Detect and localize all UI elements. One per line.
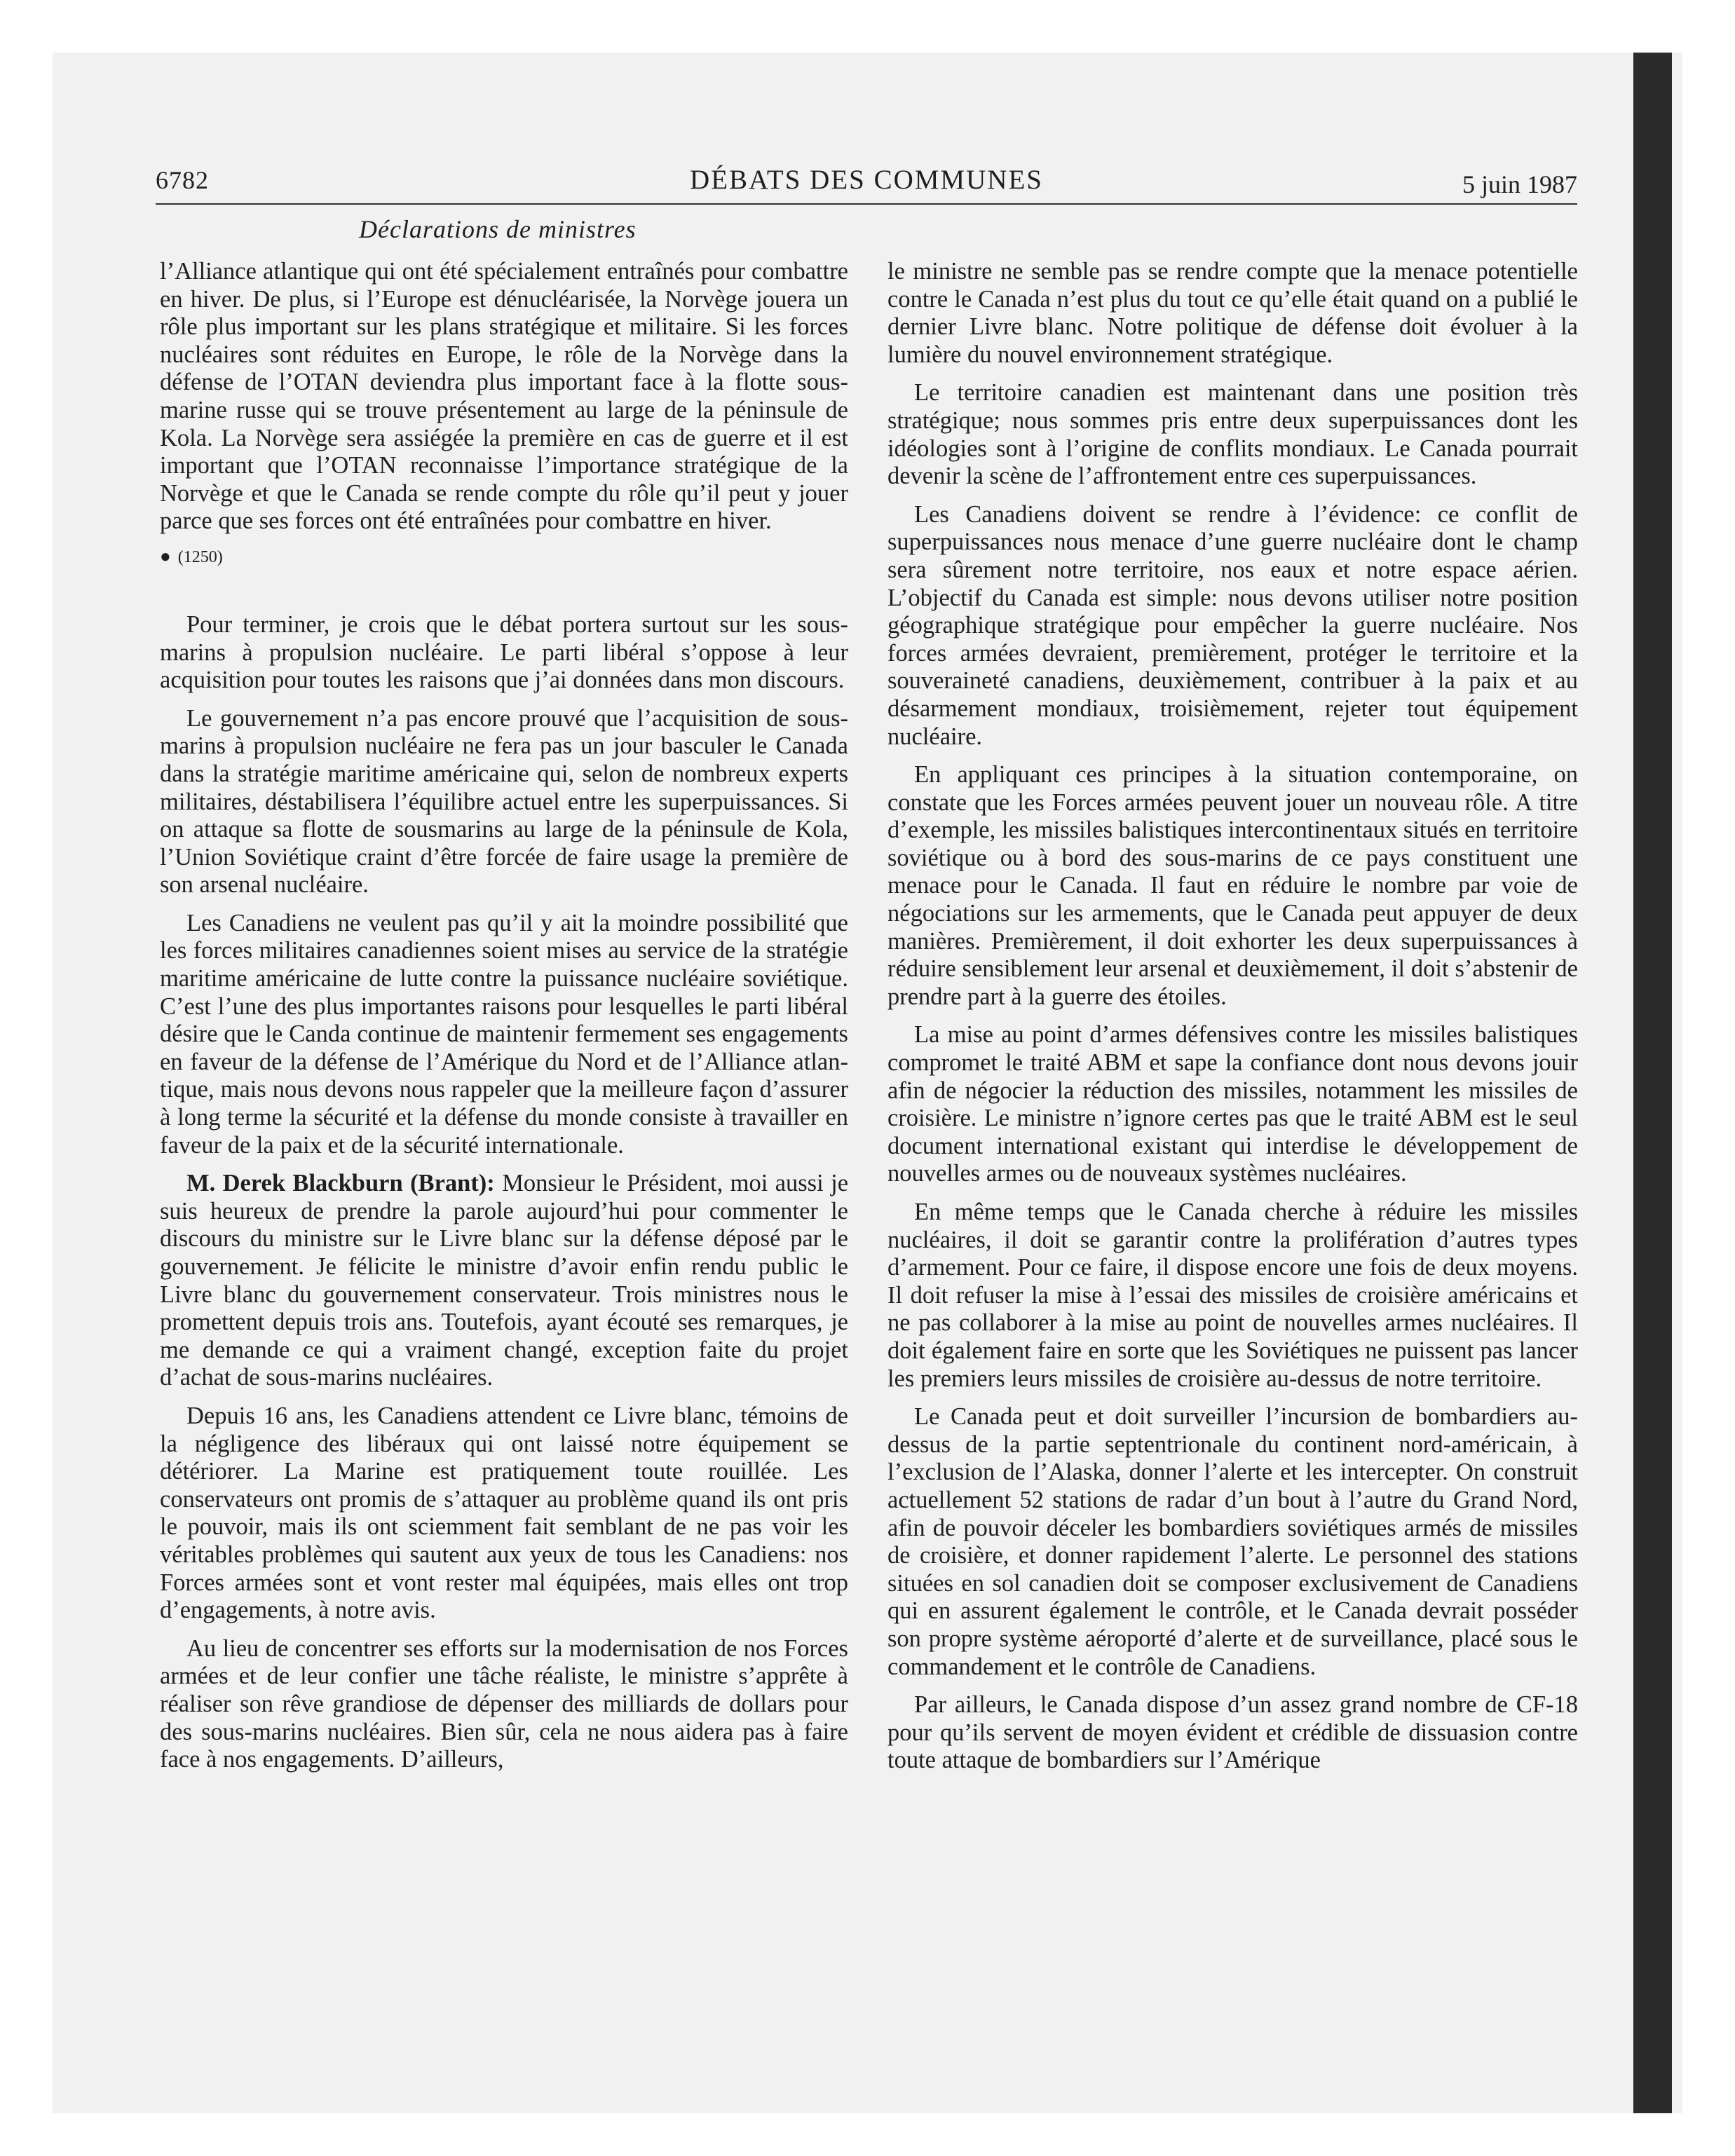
bullet-icon: ● xyxy=(160,545,171,566)
paragraph: Au lieu de concentrer ses efforts sur la modernisation de nos Forces armées et de leur confier une tâche réaliste, le ministre s’apprête à réaliser son rêve grandiose de dépenser des milliards de dollars pour des sous-marins nucléaires. Bien sûr, cela ne nous aidera pas à faire face à nos engagements. D’ailleurs, xyxy=(160,1635,848,1773)
journal-title: DÉBATS DES COMMUNES xyxy=(690,165,1043,195)
scan-edge-bar xyxy=(1633,53,1672,2113)
speaker-name: M. Derek Blackburn (Brant): xyxy=(186,1170,495,1197)
paragraph: Le gouvernement n’a pas encore prouvé que l’acquisition de sous-marins à propulsion nucléaire ne fera pas un jour basculer le Canada dans la stratégie maritime américaine qui, selon de nombreux experts militaires, déstabilisera l’équilibre actuel entre les superpuissances. Si on attaque sa flotte de sousmarins au large de la péninsule de Kola, l’Union Soviétique craint d’être forcée de faire usage la première de son arsenal nucléaire. xyxy=(160,704,848,899)
right-column xyxy=(887,258,1578,1785)
paragraph: Par ailleurs, le Canada dispose d’un assez grand nombre de CF-18 pour qu’ils servent de moyen évident et crédible de dissuasion contre toute attaque de bombardiers sur l’Amérique xyxy=(887,1691,1578,1774)
paragraph: Les Canadiens ne veulent pas qu’il y ait la moindre possibilité que les forces militaires canadiennes soient mises au service de la stratégie maritime américaine de lutte contre la puissance nucléaire soviétique. C’est l’une des plus importantes raisons pour lesquelles le parti libéral désire que le Canda continue de maintenir fermement ses engagements en faveur de la défense de l’Amérique du Nord et de l’Alliance atlantique, mais nous devons nous rappeler que la meilleure façon d’assurer à long terme la sécurité et la défense du monde consiste à travailler en faveur de la paix et de la sécurité internationale. xyxy=(160,909,848,1159)
time-marker xyxy=(160,546,848,568)
left-column xyxy=(160,258,848,1785)
section-title: Déclarations de ministres xyxy=(359,215,637,243)
paragraph: le ministre ne semble pas se rendre compte que la menace potentielle contre le Canada n’est plus du tout ce qu’elle était quand on a publié le dernier Livre blanc. Notre politique de défense doit évoluer à la lumière du nouvel environnement stratégique. xyxy=(887,258,1578,368)
paragraph: Pour terminer, je crois que le débat portera surtout sur les sous-marins à propulsion nucléaire. Le parti libéral s’oppose à leur acquisition pour toutes les raisons que j’ai données dans mon discours. xyxy=(160,610,848,694)
paragraph: La mise au point d’armes défensives contre les missiles balistiques compromet le traité ABM et sape la confiance dont nous devons jouir afin de négocier la réduction des missiles, notamment les missiles de croisière. Le ministre n’ignore certes pas que le traité ABM est le seul document international existant qui interdise le développement de nouvelles armes ou de nouveaux systèmes nucléaires. xyxy=(887,1021,1578,1187)
publication-date: 5 juin 1987 xyxy=(1462,170,1577,198)
paragraph: Le territoire canadien est maintenant dans une position très stratégique; nous sommes pris entre deux superpuissances dont les idéologies sont à l’origine de conflits mondiaux. Le Canada pourrait devenir la scène de l’affrontement entre ces superpuissances. xyxy=(887,379,1578,490)
paragraph: En même temps que le Canada cherche à réduire les missiles nucléaires, il doit se garantir contre la prolifération d’autres types d’armement. Pour ce faire, il dispose encore une fois de deux moyens. Il doit refuser la mise à l’essai des missiles de croisière américains et ne pas collaborer à la mise au point de nouvelles armes nucléaires. Il doit également faire en sorte que les Soviétiques ne puissent pas lancer les premiers leurs missiles de croisière au-dessus de notre territoire. xyxy=(887,1199,1578,1392)
page-number: 6782 xyxy=(156,166,209,194)
paragraph: En appliquant ces principes à la situation contemporaine, on constate que les Forces armées peuvent jouer un nouveau rôle. A titre d’exemple, les missiles balistiques intercontinentaux situés en territoire soviétique ou à bord des sous-marins de ce pays constituent une menace pour le Canada. Il faut en réduire le nombre par voie de négociations sur les armements, que le Canada peut appuyer de deux manières. Premièrement, il doit exhorter les deux superpuissances à réduire sensiblement leur arsenal et deuxièmement, il doit s’abstenir de prendre part à la guerre des étoiles. xyxy=(887,761,1578,1010)
running-header xyxy=(156,160,1577,205)
paragraph: Les Canadiens doivent se rendre à l’évidence: ce conflit de superpuissances nous menace d’une guerre nucléaire dont le champ sera sûrement notre territoire, nos eaux et notre espace aérien. L’objectif du Canada est simple: nous devons utiliser notre position géographique stratégique pour empêcher la guerre nucléaire. Nos forces armées devraient, premièrement, protéger le territoire et la souveraineté canadiens, deuxièmement, contribuer à la paix et au désarmement mondiaux, troisièmement, rejeter tout équipement nucléaire. xyxy=(887,500,1578,750)
speaker-paragraph xyxy=(160,1170,848,1392)
paragraph: Le Canada peut et doit surveiller l’incursion de bombardiers au-dessus de la partie septentrionale du continent nord-américain, à l’exclusion de l’Alaska, donner l’alerte et les intercepter. On construit actuellement 52 stations de radar d’un bout à l’autre du Grand Nord, afin de pouvoir déceler les bombardiers soviétiques armés de missiles de croisière, et donner rapidement l’alerte. Le personnel des stations situées en sol canadien doit se composer exclusivement de Canadiens qui en assurent également le contrôle, et le Canada devrait posséder son propre système aéroporté d’alerte et de surveillance, placé sous le commandement et le contrôle de Canadiens. xyxy=(887,1403,1578,1680)
time-marker-text: (1250) xyxy=(177,547,223,566)
paragraph: l’Alliance atlantique qui ont été spécialement entraînés pour combattre en hiver. De plus, si l’Europe est dénucléarisée, la Norvège jouera un rôle plus important sur les plans stratégique et militaire. Si les forces nucléaires sont réduites en Europe, le rôle de la Norvège dans la défense de l’OTAN deviendra plus important face à la flotte sous-marine russe qui se trouve présentement au large de la péninsule de Kola. La Norvège sera assiégée la première en cas de guerre et il est important que l’OTAN reconnaisse l’importance stratégique de la Norvège et que le Canada se rende compte du rôle qu’il peut y jouer parce que ses forces ont été entraînées pour combattre en hiver. xyxy=(160,258,848,535)
paragraph: Depuis 16 ans, les Canadiens attendent ce Livre blanc, témoins de la négligence des libéraux qui ont laissé notre équipement se détériorer. La Marine est pratiquement toute rouillée. Les conservateurs ont promis de s’attaquer au problème quand ils ont pris le pouvoir, mais ils ont sciemment fait semblant de ne pas voir les véritables problèmes qui sautent aux yeux de tous les Canadiens: nos Forces armées sont et vont rester mal équipées, mais elles ont trop d’engagements, à notre avis. xyxy=(160,1402,848,1624)
speaker-text: Monsieur le Président, moi aussi je suis heureux de prendre la parole aujourd’hui pour commenter le discours du ministre sur le Livre blanc sur la défense déposé par le gouvernement. Je félicite le ministre d’avoir enfin rendu public le Livre blanc du gouvernement conservateur. Trois ministres nous le promettent depuis trois ans. Toutefois, ayant écouté ses remarques, je me demande ce qui a vraiment changé, exception faite du projet d’achat de sous-marins nucléaires. xyxy=(160,1170,849,1391)
